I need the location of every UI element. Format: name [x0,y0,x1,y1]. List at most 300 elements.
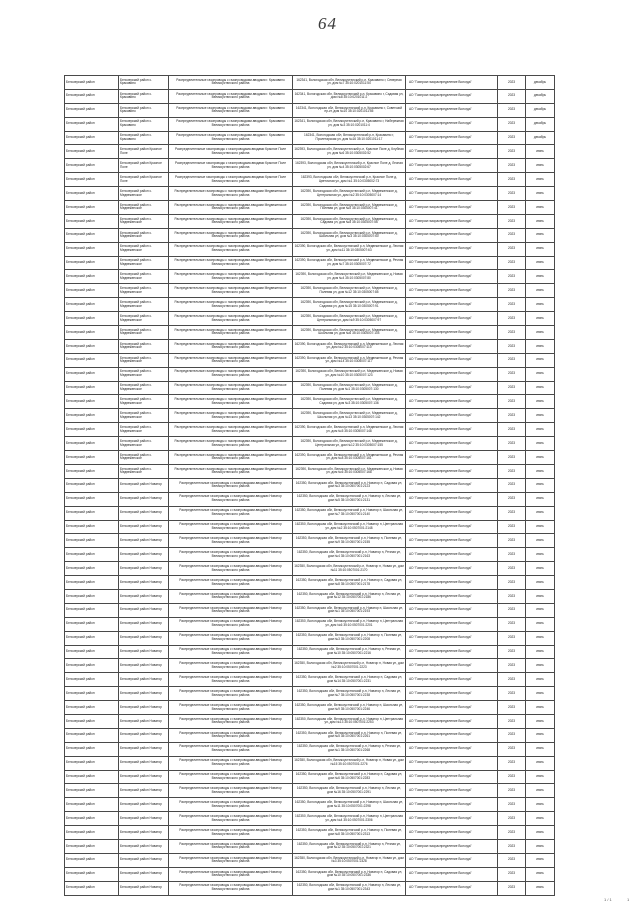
address-cell: 162393, Вологодская обл, Великоустюгский р-н, Красное Поле д, Цветочная ул, дом №1 35:10:0305002:73 [293,173,406,187]
object-cell: Распределительные газопроводы с газопроводами-вводами Новатор Великоустюгского района [169,631,293,645]
locality-cell: Белозерский район с. Медвеженское [119,381,169,395]
object-cell: Распределительные газопроводы с газопроводами-вводами г. Красавино Великоустюгского района [169,89,293,103]
address-cell: 162350, Вологодская обл, Великоустюгский р-н, Новатор п, Школьная ул, дом №11 35:10:0507001:2298 [293,798,406,812]
district-cell: Белозерский район [65,603,119,617]
object-cell: Распределительные газопроводы с газопроводами-вводами г. Красавино Великоустюгского района [169,117,293,131]
owner-cell: АО "Газпром газораспределение Вологда" [406,270,498,284]
district-cell: Белозерский район [65,506,119,520]
owner-cell: АО "Газпром газораспределение Вологда" [406,478,498,492]
month-cell: июнь [526,256,555,270]
month-cell: июнь [526,270,555,284]
table-row [65,451,555,465]
month-cell: июнь [526,242,555,256]
owner-cell: АО "Газпром газораспределение Вологда" [406,298,498,312]
table-row [65,159,555,173]
locality-cell: Белозерский район Новатор [119,687,169,701]
year-cell: 2023 [498,145,526,159]
owner-cell: АО "Газпром газораспределение Вологда" [406,284,498,298]
table-row [65,576,555,590]
owner-cell: АО "Газпром газораспределение Вологда" [406,409,498,423]
table-row [65,798,555,812]
district-cell: Белозерский район [65,576,119,590]
year-cell: 2023 [498,298,526,312]
address-cell: 162390, Вологодская обл, Великоустюгский р-н, Медвеженское д, Лесная ул, дом №2 35:10:0305007:110 [293,339,406,353]
month-cell: июль [526,701,555,715]
address-cell: 162350, Вологодская обл, Великоустюгский р-н, Новатор п, Садовая ул, дом №3 35:10:0507001:2123 [293,478,406,492]
address-cell: 162350, Вологодская обл, Великоустюгский р-н, Новатор п, Садовая ул, дом №8 35:10:0507001:2178 [293,576,406,590]
locality-cell: Белозерский район Новатор [119,784,169,798]
district-cell: Белозерский район [65,687,119,701]
address-cell: 162350, Вологодская обл, Великоустюгский р-н, Новатор п, Речная ул, дом №10 35:10:0507001:2216 [293,645,406,659]
district-cell: Белозерский район [65,381,119,395]
table-row [65,298,555,312]
object-cell: Распределительные газопроводы с газопроводами-вводами г. Красавино Великоустюгского района [169,103,293,117]
owner-cell: АО "Газпром газораспределение Вологда" [406,506,498,520]
address-cell: 162350, Вологодская обл, Великоустюгский р-н, Новатор п, Лесная ул, дом №12 35:10:0507001:2186 [293,589,406,603]
address-cell: 162341, Вологодская обл, Великоустюгский р-н, Красавино г, Садовая ул, дом №8 35:10:0201011:2 [293,89,406,103]
month-cell: декабрь [526,103,555,117]
district-cell: Белозерский район [65,464,119,478]
table-row [65,506,555,520]
owner-cell: АО "Газпром газораспределение Вологда" [406,520,498,534]
owner-cell: АО "Газпром газораспределение Вологда" [406,756,498,770]
locality-cell: Белозерский район с. Красавино [119,76,169,90]
month-cell: июль [526,784,555,798]
year-cell: 2023 [498,214,526,228]
object-cell: Распределительные газопроводы с газопроводами-вводами Медвеженское Великоустюгского района [169,353,293,367]
table-row [65,548,555,562]
address-cell: 162350, Вологодская обл, Великоустюгский р-н, Новатор п, Центральная ул, дом №4 35:10:0507001:2306 [293,812,406,826]
district-cell: Белозерский район [65,312,119,326]
locality-cell: Белозерский район с. Медвеженское [119,312,169,326]
table-row [65,103,555,117]
district-cell: Белозерский район [65,103,119,117]
table-row [65,173,555,187]
object-cell: Распределительные газопроводы с газопроводами-вводами Новатор Великоустюгского района [169,603,293,617]
address-cell: 162390, Вологодская обл, Великоустюгский р-н, Медвеженское д, Школьная ул, дом №6 35:10:0305007:104 [293,326,406,340]
month-cell: июль [526,395,555,409]
table-row [65,770,555,784]
address-cell: 162390, Вологодская обл, Великоустюгский р-н, Медвеженское д, Лесная ул, дом №5 35:10:0305007:148 [293,423,406,437]
month-cell: июнь [526,187,555,201]
owner-cell: АО "Газпром газораспределение Вологда" [406,89,498,103]
object-cell: Распределительные газопроводы с газопроводами-вводами Медвеженское Великоустюгского района [169,437,293,451]
district-cell: Белозерский район [65,645,119,659]
month-cell: июль [526,673,555,687]
month-cell: июль [526,742,555,756]
month-cell: декабрь [526,76,555,90]
address-cell: 162393, Вологодская обл, Великоустюгский р-н, Красное Поле д, Лесная ул, дом №4 35:10:0305002:67 [293,159,406,173]
month-cell: июль [526,478,555,492]
district-cell: Белозерский район [65,812,119,826]
locality-cell: Белозерский район с. Медвеженское [119,423,169,437]
locality-cell: Белозерский район Новатор [119,770,169,784]
object-cell: Распределительные газопроводы с газопроводами-вводами Новатор Великоустюгского района [169,659,293,673]
table-row [65,423,555,437]
address-cell: 162390, Вологодская обл, Великоустюгский р-н, Медвеженское д, Полевая ул, дом №5 35:10:0305007:41 [293,201,406,215]
locality-cell: Белозерский район Новатор [119,714,169,728]
year-cell: 2023 [498,242,526,256]
object-cell: Распределительные газопроводы с газопроводами-вводами Новатор Великоустюгского района [169,867,293,881]
object-cell: Распределительные газопроводы с газопроводами-вводами Медвеженское Великоустюгского района [169,214,293,228]
object-cell: Распределительные газопроводы с газопроводами-вводами Новатор Великоустюгского района [169,853,293,867]
year-cell: 2023 [498,451,526,465]
owner-cell: АО "Газпром газораспределение Вологда" [406,798,498,812]
year-cell: 2023 [498,881,526,895]
month-cell: июль [526,617,555,631]
page-number: 64 [318,14,337,33]
object-cell: Распределительные газопроводы с газопроводами-вводами Медвеженское Великоустюгского района [169,256,293,270]
district-cell: Белозерский район [65,145,119,159]
owner-cell: АО "Газпром газораспределение Вологда" [406,589,498,603]
footer-page-index: 1 [627,897,630,902]
year-cell: 2023 [498,826,526,840]
month-cell: июль [526,645,555,659]
owner-cell: АО "Газпром газораспределение Вологда" [406,770,498,784]
owner-cell: АО "Газпром газораспределение Вологда" [406,187,498,201]
year-cell: 2023 [498,742,526,756]
year-cell: 2023 [498,367,526,381]
year-cell: 2023 [498,437,526,451]
locality-cell: Белозерский район Новатор [119,867,169,881]
object-cell: Распределительные газопроводы с газопроводами-вводами Новатор Великоустюгского района [169,520,293,534]
owner-cell: АО "Газпром газораспределение Вологда" [406,326,498,340]
address-cell: 162350, Вологодская обл, Великоустюгский р-н, Новатор п, Речная ул, дом №1 35:10:0507001:2268 [293,742,406,756]
year-cell: 2023 [498,853,526,867]
district-cell: Белозерский район [65,756,119,770]
locality-cell: Белозерский район с. Медвеженское [119,339,169,353]
locality-cell: Белозерский район Новатор [119,562,169,576]
year-cell: 2023 [498,506,526,520]
district-cell: Белозерский район [65,326,119,340]
month-cell: июль [526,812,555,826]
locality-cell: Белозерский район Новатор [119,673,169,687]
object-cell: Распределительные газопроводы с газопроводами-вводами Медвеженское Великоустюгского района [169,242,293,256]
district-cell: Белозерский район [65,881,119,895]
month-cell: июль [526,687,555,701]
object-cell: Распределительные газопроводы с газопроводами-вводами Новатор Великоустюгского района [169,812,293,826]
month-cell: июль [526,826,555,840]
year-cell: 2023 [498,187,526,201]
table-row [65,117,555,131]
object-cell: Распределительные газопроводы с газопроводами-вводами Новатор Великоустюгского района [169,728,293,742]
locality-cell: Белозерский район Новатор [119,839,169,853]
table-row [65,242,555,256]
locality-cell: Белозерский район Новатор [119,701,169,715]
object-cell: Распределительные газопроводы с газопроводами-вводами Красное Поле Великоустюгского района [169,173,293,187]
district-cell: Белозерский район [65,534,119,548]
year-cell: 2023 [498,478,526,492]
month-cell: июль [526,714,555,728]
object-cell: Распределительные газопроводы с газопроводами-вводами Новатор Великоустюгского района [169,617,293,631]
owner-cell: АО "Газпром газораспределение Вологда" [406,228,498,242]
locality-cell: Белозерский район с. Медвеженское [119,228,169,242]
locality-cell: Белозерский район Новатор [119,742,169,756]
address-cell: 162350, Вологодская обл, Великоустюгский р-н, Новатор п, Школьная ул, дом №1 35:10:0507001:2193 [293,603,406,617]
address-cell: 162341, Вологодская обл, Великоустюгский р-н, Красавино г, Советский пр-кт, дом №10 35:10:0201011:55 [293,103,406,117]
address-cell: 162390, Вологодская обл, Великоустюгский р-н, Медвеженское д, Садовая ул, дом №3 35:10:0305007:136 [293,395,406,409]
address-cell: 162350, Вологодская обл, Великоустюгский р-н, Новатор п, Центральная ул, дом №6 35:10:0507001:2201 [293,617,406,631]
object-cell: Распределительные газопроводы с газопроводами-вводами Новатор Великоустюгского района [169,673,293,687]
month-cell: июнь [526,228,555,242]
district-cell: Белозерский район [65,214,119,228]
month-cell: июль [526,756,555,770]
owner-cell: АО "Газпром газораспределение Вологда" [406,437,498,451]
owner-cell: АО "Газпром газораспределение Вологда" [406,76,498,90]
address-cell: 162350, Вологодская обл, Великоустюгский р-н, Новатор п, Лесная ул, дом №16 35:10:0507001:2291 [293,784,406,798]
table-row [65,673,555,687]
locality-cell: Белозерский район Новатор [119,812,169,826]
footer-page-count: 1 / 1 [604,897,612,902]
locality-cell: Белозерский район Новатор [119,492,169,506]
address-cell: 162390, Вологодская обл, Великоустюгский р-н, Медвеженское д, Лесная ул, дом №11 35:10:0305007:63 [293,242,406,256]
owner-cell: АО "Газпром газораспределение Вологда" [406,714,498,728]
year-cell: 2023 [498,728,526,742]
address-cell: 162350, Вологодская обл, Великоустюгский р-н, Новатор п, Новая ул, дом №3 35:10:0507001:2328 [293,853,406,867]
owner-cell: АО "Газпром газораспределение Вологда" [406,701,498,715]
object-cell: Распределительные газопроводы с газопроводами-вводами Новатор Великоустюгского района [169,742,293,756]
district-cell: Белозерский район [65,228,119,242]
locality-cell: Белозерский район с. Медвеженское [119,298,169,312]
year-cell: 2023 [498,673,526,687]
table-row [65,89,555,103]
owner-cell: АО "Газпром газораспределение Вологда" [406,103,498,117]
year-cell: 2023 [498,603,526,617]
locality-cell: Белозерский район с. Медвеженское [119,284,169,298]
district-cell: Белозерский район [65,353,119,367]
month-cell: июнь [526,326,555,340]
locality-cell: Белозерский район Красное Поле [119,173,169,187]
district-cell: Белозерский район [65,367,119,381]
table-body [65,76,555,896]
locality-cell: Белозерский район Новатор [119,589,169,603]
address-cell: 162350, Вологодская обл, Великоустюгский р-н, Новатор п, Новая ул, дом №15 35:10:0507001:2276 [293,756,406,770]
locality-cell: Белозерский район с. Медвеженское [119,270,169,284]
address-cell: 162350, Вологодская обл, Великоустюгский р-н, Новатор п, Школьная ул, дом №7 35:10:0507001:2140 [293,506,406,520]
district-cell: Белозерский район [65,284,119,298]
table-row [65,714,555,728]
district-cell: Белозерский район [65,173,119,187]
locality-cell: Белозерский район Новатор [119,881,169,895]
year-cell: 2023 [498,687,526,701]
district-cell: Белозерский район [65,117,119,131]
month-cell: декабрь [526,117,555,131]
year-cell: 2023 [498,326,526,340]
object-cell: Распределительные газопроводы с газопроводами-вводами г. Красавино Великоустюгского района [169,76,293,90]
locality-cell: Белозерский район с. Красавино [119,117,169,131]
year-cell: 2023 [498,395,526,409]
year-cell: 2023 [498,353,526,367]
object-cell: Распределительные газопроводы с газопроводами-вводами Новатор Великоустюгского района [169,576,293,590]
locality-cell: Белозерский район с. Медвеженское [119,201,169,215]
year-cell: 2023 [498,520,526,534]
owner-cell: АО "Газпром газораспределение Вологда" [406,548,498,562]
month-cell: июнь [526,145,555,159]
locality-cell: Белозерский район с. Красавино [119,131,169,145]
address-cell: 162390, Вологодская обл, Великоустюгский р-н, Медвеженское д, Садовая ул, дом №15 35:10:0305007:91 [293,298,406,312]
locality-cell: Белозерский район Красное Поле [119,159,169,173]
year-cell: 2023 [498,256,526,270]
owner-cell: АО "Газпром газораспределение Вологда" [406,242,498,256]
object-cell: Распределительные газопроводы с газопроводами-вводами Новатор Великоустюгского района [169,548,293,562]
table-row [65,339,555,353]
address-cell: 162390, Вологодская обл, Великоустюгский р-н, Медвеженское д, Школьная ул, дом №13 35:10:0305007:142 [293,409,406,423]
object-cell: Распределительные газопроводы с газопроводами-вводами Медвеженское Великоустюгского района [169,339,293,353]
district-cell: Белозерский район [65,784,119,798]
address-cell: 162390, Вологодская обл, Великоустюгский р-н, Медвеженское д, Новая ул, дом №10 35:10:0305007:123 [293,367,406,381]
locality-cell: Белозерский район с. Медвеженское [119,451,169,465]
object-cell: Распределительные газопроводы с газопроводами-вводами Медвеженское Великоустюгского района [169,201,293,215]
object-cell: Распределительные газопроводы с газопроводами-вводами Медвеженское Великоустюгского района [169,367,293,381]
owner-cell: АО "Газпром газораспределение Вологда" [406,339,498,353]
locality-cell: Белозерский район Новатор [119,728,169,742]
district-cell: Белозерский район [65,742,119,756]
year-cell: 2023 [498,562,526,576]
month-cell: июль [526,367,555,381]
year-cell: 2023 [498,548,526,562]
table-row [65,742,555,756]
district-cell: Белозерский район [65,853,119,867]
district-cell: Белозерский район [65,478,119,492]
owner-cell: АО "Газпром газораспределение Вологда" [406,603,498,617]
object-cell: Распределительные газопроводы с газопроводами-вводами Медвеженское Великоустюгского района [169,381,293,395]
table-row [65,409,555,423]
district-cell: Белозерский район [65,256,119,270]
table-row [65,381,555,395]
district-cell: Белозерский район [65,714,119,728]
object-cell: Распределительные газопроводы с газопроводами-вводами Новатор Великоустюгского района [169,701,293,715]
table-row [65,145,555,159]
year-cell: 2023 [498,576,526,590]
table-row [65,395,555,409]
month-cell: июнь [526,312,555,326]
district-cell: Белозерский район [65,131,119,145]
month-cell: июль [526,589,555,603]
year-cell: 2023 [498,839,526,853]
table-row [65,284,555,298]
locality-cell: Белозерский район Новатор [119,631,169,645]
locality-cell: Белозерский район Новатор [119,798,169,812]
locality-cell: Белозерский район Новатор [119,603,169,617]
owner-cell: АО "Газпром газораспределение Вологда" [406,742,498,756]
month-cell: июль [526,770,555,784]
owner-cell: АО "Газпром газораспределение Вологда" [406,131,498,145]
owner-cell: АО "Газпром газораспределение Вологда" [406,562,498,576]
object-cell: Распределительные газопроводы с газопроводами-вводами Медвеженское Великоустюгского района [169,326,293,340]
month-cell: июль [526,603,555,617]
table-row [65,76,555,90]
district-cell: Белозерский район [65,548,119,562]
district-cell: Белозерский район [65,826,119,840]
table-row [65,867,555,881]
locality-cell: Белозерский район Новатор [119,506,169,520]
year-cell: 2023 [498,589,526,603]
month-cell: июнь [526,284,555,298]
address-cell: 162350, Вологодская обл, Великоустюгский р-н, Новатор п, Лесная ул, дом №7 35:10:0507001:2238 [293,687,406,701]
owner-cell: АО "Газпром газораспределение Вологда" [406,201,498,215]
district-cell: Белозерский район [65,298,119,312]
district-cell: Белозерский район [65,270,119,284]
year-cell: 2023 [498,659,526,673]
object-cell: Распределительные газопроводы с газопроводами-вводами Медвеженское Великоустюгского района [169,312,293,326]
year-cell: 2023 [498,103,526,117]
locality-cell: Белозерский район Новатор [119,826,169,840]
table-row [65,201,555,215]
owner-cell: АО "Газпром газораспределение Вологда" [406,423,498,437]
month-cell: июль [526,576,555,590]
table-row [65,728,555,742]
month-cell: июнь [526,173,555,187]
address-cell: 162390, Вологодская обл, Великоустюгский р-н, Медвеженское д, Полевая ул, дом №1 35:10:0305007:130 [293,381,406,395]
locality-cell: Белозерский район Новатор [119,617,169,631]
month-cell: июнь [526,298,555,312]
table-row [65,826,555,840]
owner-cell: АО "Газпром газораспределение Вологда" [406,673,498,687]
address-cell: 162350, Вологодская обл, Великоустюгский р-н, Новатор п, Садовая ул, дом №10 35:10:0507001:2336 [293,867,406,881]
table-row [65,631,555,645]
month-cell: декабрь [526,131,555,145]
district-cell: Белозерский район [65,631,119,645]
month-cell: июль [526,562,555,576]
owner-cell: АО "Газпром газораспределение Вологда" [406,117,498,131]
locality-cell: Белозерский район с. Красавино [119,89,169,103]
object-cell: Распределительные газопроводы с газопроводами-вводами Новатор Великоустюгского района [169,784,293,798]
address-cell: 162350, Вологодская обл, Великоустюгский р-н, Новатор п, Полевая ул, дом №8 35:10:0507001:2313 [293,826,406,840]
month-cell: июль [526,437,555,451]
district-cell: Белозерский район [65,562,119,576]
year-cell: 2023 [498,534,526,548]
locality-cell: Белозерский район с. Медвеженское [119,242,169,256]
locality-cell: Белозерский район Новатор [119,853,169,867]
district-cell: Белозерский район [65,423,119,437]
owner-cell: АО "Газпром газораспределение Вологда" [406,867,498,881]
address-cell: 162350, Вологодская обл, Великоустюгский р-н, Новатор п, Речная ул, дом №12 35:10:0507001:2321 [293,839,406,853]
month-cell: июль [526,853,555,867]
address-cell: 162393, Вологодская обл, Великоустюгский р-н, Красное Поле д, Клубная ул, дом №6 35:10:0305002:52 [293,145,406,159]
month-cell: июль [526,492,555,506]
object-cell: Распределительные газопроводы с газопроводами-вводами Новатор Великоустюгского района [169,687,293,701]
owner-cell: АО "Газпром газораспределение Вологда" [406,812,498,826]
year-cell: 2023 [498,228,526,242]
month-cell: июль [526,839,555,853]
table-row [65,492,555,506]
year-cell: 2023 [498,89,526,103]
address-cell: 162390, Вологодская обл, Великоустюгский р-н, Медвеженское д, Центральная ул, дом №12 35:10:0305007:155 [293,437,406,451]
object-cell: Распределительные газопроводы с газопроводами-вводами Медвеженское Великоустюгского района [169,284,293,298]
table-row [65,839,555,853]
year-cell: 2023 [498,131,526,145]
year-cell: 2023 [498,701,526,715]
month-cell: декабрь [526,89,555,103]
object-cell: Распределительные газопроводы с газопроводами-вводами Медвеженское Великоустюгского района [169,395,293,409]
table-row [65,131,555,145]
address-cell: 162390, Вологодская обл, Великоустюгский р-н, Медвеженское д, Речная ул, дом №8 35:10:0305007:161 [293,451,406,465]
address-cell: 162350, Вологодская обл, Великоустюгский р-н, Новатор п, Лесная ул, дом №1 35:10:0507001:2343 [293,881,406,895]
locality-cell: Белозерский район с. Медвеженское [119,256,169,270]
locality-cell: Белозерский район с. Медвеженское [119,187,169,201]
object-cell: Распределительные газопроводы с газопроводами-вводами Новатор Великоустюгского района [169,714,293,728]
month-cell: июль [526,506,555,520]
locality-cell: Белозерский район с. Медвеженское [119,409,169,423]
owner-cell: АО "Газпром газораспределение Вологда" [406,826,498,840]
locality-cell: Белозерский район Новатор [119,534,169,548]
month-cell: июль [526,728,555,742]
locality-cell: Белозерский район с. Медвеженское [119,326,169,340]
year-cell: 2023 [498,617,526,631]
object-cell: Распределительные газопроводы с газопроводами-вводами Медвеженское Великоустюгского района [169,228,293,242]
district-cell: Белозерский район [65,242,119,256]
month-cell: июнь [526,339,555,353]
